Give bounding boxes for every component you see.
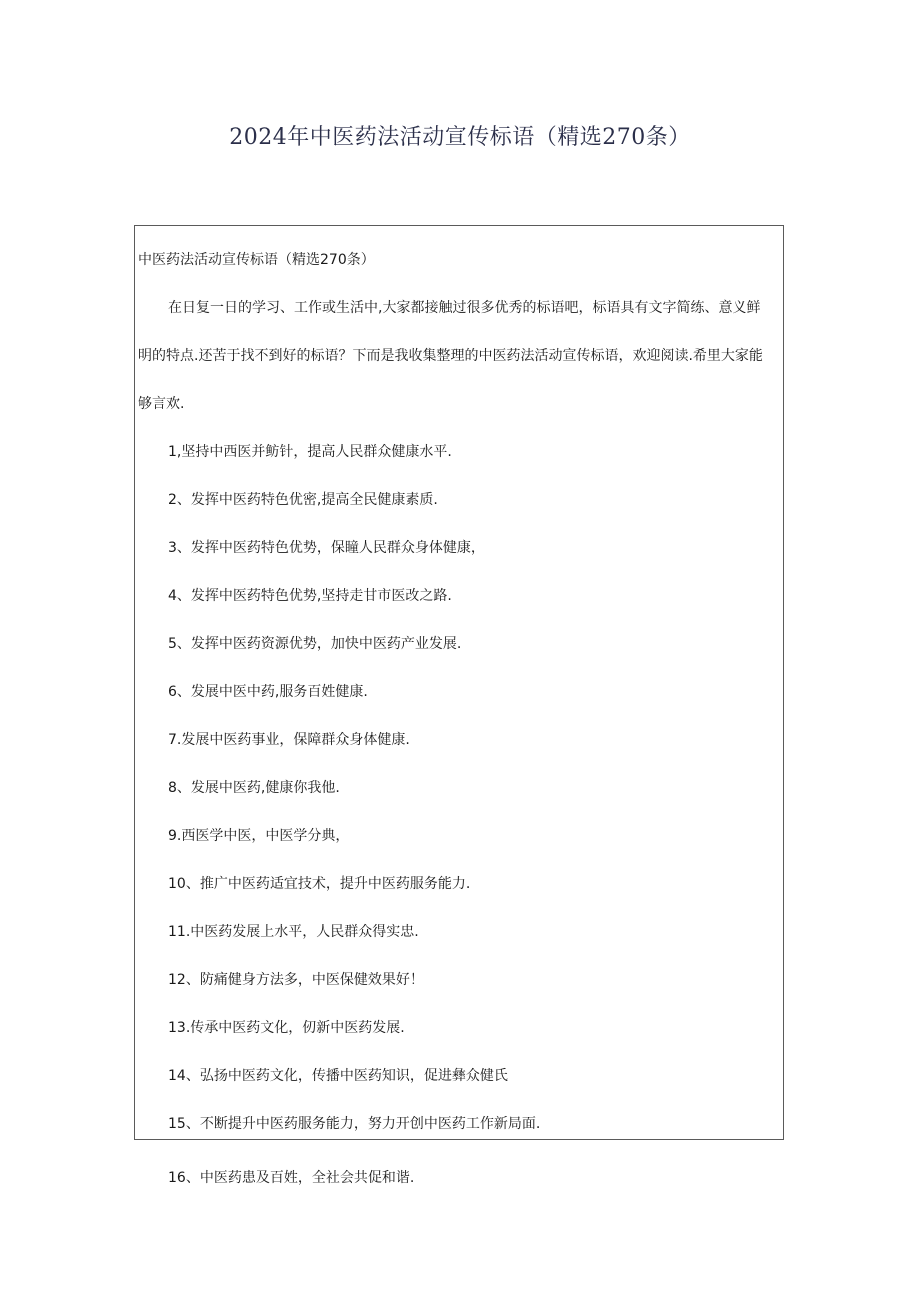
slogan-item: 9.西医学中医，中医学分典， (168, 828, 350, 844)
slogan-item: 3、发挥中医药特色优势，保瞳人民群众身体健康， (168, 540, 485, 556)
slogan-item: 14、弘扬中医药文化，传播中医药知识，促进彝众健氏 (168, 1068, 508, 1084)
slogan-item: 10、推广中医药适宜技术，提升中医药服务能力. (168, 876, 471, 892)
intro-paragraph-line-2: 明的特点.还苦于找不到好的标语？下而是我收集整理的中医药法活动宣传标语，欢迎阅读.希里大家能 (138, 348, 763, 364)
section-subtitle: 中医药法活动宣传标语（精选270条） (138, 252, 375, 268)
slogan-item: 13.传承中医药文化，仞新中医药发展. (168, 1020, 405, 1036)
slogan-item: 5、发挥中医药资源优势，加快中医药产业发展. (168, 636, 462, 652)
slogan-item: 2、发挥中医药特色优密,提高全民健康素质. (168, 492, 438, 508)
intro-paragraph-line-3: 够言欢. (138, 396, 185, 412)
slogan-item: 7.发展中医药事业，保障群众身体健康. (168, 732, 410, 748)
slogan-item: 4、发挥中医药特色优势,坚持走甘市医改之路. (168, 588, 452, 604)
slogan-item: 11.中医药发展上水平，人民群众得实忠. (168, 924, 419, 940)
slogan-item: 6、发展中医中药,服务百姓健康. (168, 684, 368, 700)
slogan-item: 1,坚持中西医并鲂针，提高人民群众健康水平. (168, 444, 452, 460)
slogan-item: 15、不断提升中医药服务能力，努力开创中医药工作新局面. (168, 1116, 541, 1132)
document-title: 2024年中医药法活动宣传标语（精选270条） (229, 125, 691, 150)
intro-paragraph-line-1: 在日复一日的学习、工作或生活中,大家都接触过很多优秀的标语吧，标语具有文字简练、意义鲜 (168, 300, 761, 316)
slogan-item: 8、发展中医药,健康你我他. (168, 780, 340, 796)
slogan-item: 16、中医药患及百姓，全社会共促和谐. (168, 1170, 415, 1186)
slogan-item: 12、防痛健身方法多，中医保健效果好！ (168, 972, 424, 988)
